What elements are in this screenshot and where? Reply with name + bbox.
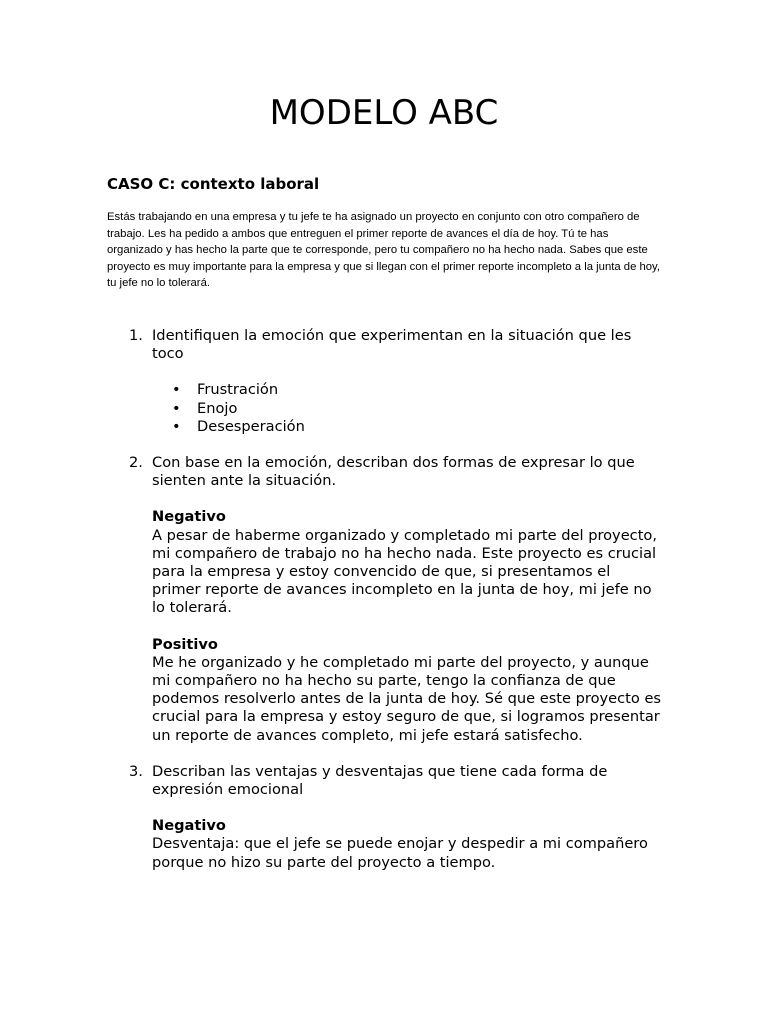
question-text: Describan las ventajas y desventajas que tiene cada forma de expresión emocional — [152, 762, 608, 799]
case-intro-paragraph: Estás trabajando en una empresa y tu jefe te ha asignado un proyecto en conjunto con otro compañero de trabajo. Les ha pedido a ambos que entreguen el primer reporte de avances el día de hoy. Tú te has organizado y has hecho la parte que te corresponde, pero tu compañero no ha hecho nada. Sabes que este proyecto es muy importante para la empresa y que si llegan con el primer reporte incompleto a la junta de hoy, tu jefe no lo tolerará. — [107, 211, 661, 290]
question-2 — [129, 454, 662, 745]
bullet-icon: • — [172, 399, 181, 417]
negative-label: Negativo — [152, 817, 226, 835]
list-item — [152, 418, 662, 436]
emotion-bullet-list — [152, 381, 662, 436]
positive-response: Me he organizado y he completado mi parte del proyecto, y aunque mi compañero no ha hecho su parte, tengo la confianza de que podemos resolverlo antes de la junta de hoy. Sé que este proyecto es crucial para la empresa y estoy seguro de que, si logramos presentar un reporte de avances completo, mi jefe estará satisfecho. — [152, 653, 662, 744]
question-number: 1. — [129, 327, 143, 344]
question-3 — [129, 762, 662, 872]
negative-response: A pesar de haberme organizado y completado mi parte del proyecto, mi compañero de trabajo no ha hecho nada. Este proyecto es crucial para la empresa y estoy convencido de que, si presentamos el primer reporte de avances incompleto en la junta de hoy, mi jefe no lo tolerará. — [152, 526, 657, 617]
list-item-text: Desesperación — [197, 417, 305, 435]
question-1 — [129, 327, 662, 436]
negative-label: Negativo — [152, 508, 226, 526]
question-text: Con base en la emoción, describan dos formas de expresar lo que sienten ante la situación. — [152, 454, 635, 490]
positive-label: Positivo — [152, 635, 218, 653]
case-heading: CASO C: contexto laboral — [107, 175, 320, 193]
list-item — [152, 381, 662, 399]
question-text: Identifiquen la emoción que experimentan en la situación que les toco — [152, 327, 632, 363]
list-item — [152, 400, 662, 418]
question-number: 2. — [129, 454, 143, 472]
negative-response: Desventaja: que el jefe se puede enojar y despedir a mi compañero porque no hizo su parte del proyecto a tiempo. — [152, 835, 648, 871]
list-item-text: Frustración — [197, 381, 279, 399]
list-item-text: Enojo — [197, 399, 238, 417]
bullet-icon: • — [172, 417, 181, 435]
question-number: 3. — [129, 762, 143, 780]
bullet-icon: • — [172, 381, 181, 399]
questions-list — [0, 327, 768, 872]
document-title: MODELO ABC — [269, 93, 499, 133]
